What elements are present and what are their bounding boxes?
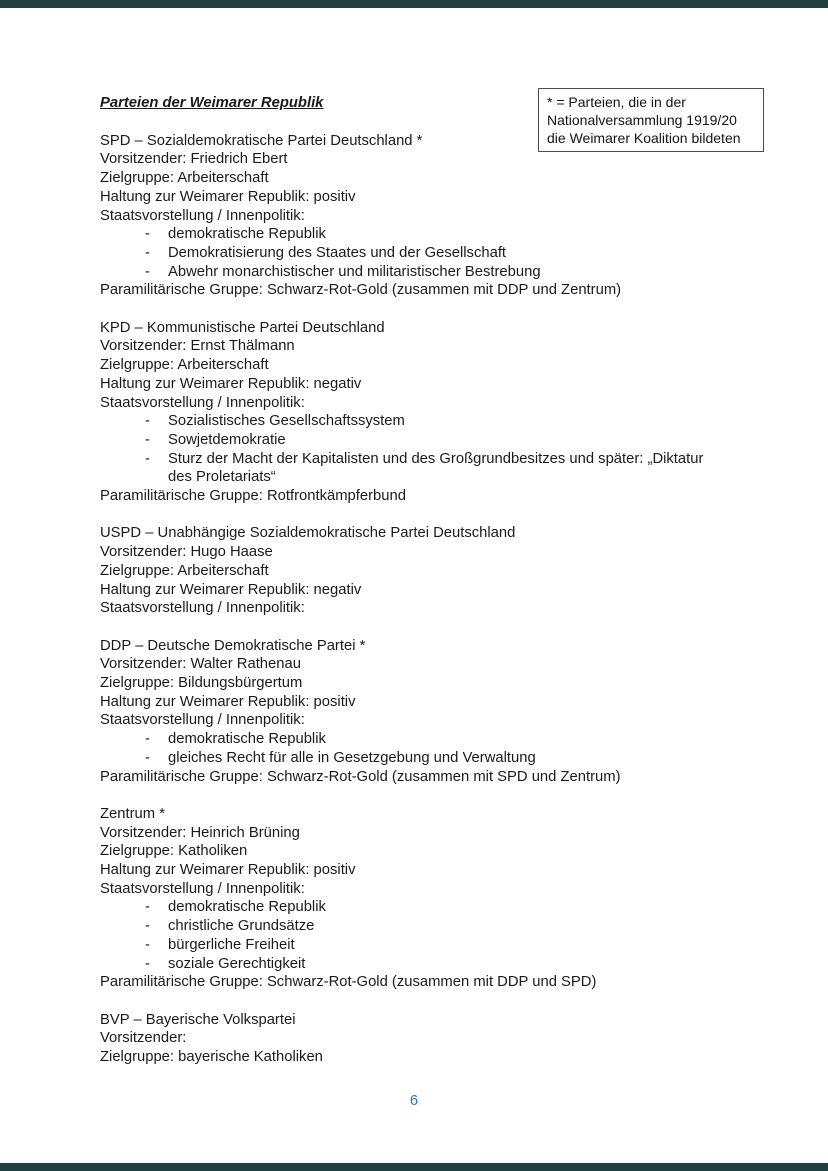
bullet-text: Sowjetdemokratie [168,431,286,448]
party-heading: Zentrum * [100,805,165,822]
bullet-list [100,225,762,281]
party-detail-line: Zielgruppe: Arbeiterschaft [100,170,269,187]
bullet-item [145,431,762,450]
party-section [100,132,762,300]
party-detail-line: Vorsitzender: Friedrich Ebert [100,151,288,168]
bullet-text: Abwehr monarchistischer und militaristischer Bestrebung [168,263,541,280]
party-heading: USPD – Unabhängige Sozialdemokratische Partei Deutschland [100,525,516,542]
party-section [100,805,762,992]
bullet-marker: - [145,955,150,972]
bullet-item [145,730,762,749]
bullet-marker: - [145,918,150,935]
bullet-item [145,917,762,936]
party-detail-line: Zielgruppe: Arbeiterschaft [100,562,269,579]
bullet-text: demokratische Republik [168,226,326,243]
party-footer-line: Paramilitärische Gruppe: Schwarz-Rot-Gold (zusammen mit DDP und Zentrum) [100,282,622,299]
bullet-text: Sozialistisches Gesellschaftssystem [168,413,405,430]
page-number: 6 [409,1093,419,1109]
bullet-item [145,955,762,974]
party-footer-line: Paramilitärische Gruppe: Schwarz-Rot-Gold (zusammen mit DDP und SPD) [100,974,597,991]
bullet-list [100,412,762,487]
bullet-marker: - [145,413,150,430]
party-detail-line: Zielgruppe: Katholiken [100,843,248,860]
party-detail-line: Staatsvorstellung / Innenpolitik: [100,394,305,411]
bullet-marker: - [145,936,150,953]
legend-note-line: * = Parteien, die in der [547,94,686,110]
bullet-item [145,936,762,955]
bullet-text: bürgerliche Freiheit [168,936,295,953]
party-detail-line: Staatsvorstellung / Innenpolitik: [100,712,305,729]
bullet-text: Sturz der Macht der Kapitalisten und des Großgrundbesitzes und später: „Diktatur des Proletariats“ [168,450,704,486]
party-detail-line: Staatsvorstellung / Innenpolitik: [100,207,305,224]
bullet-item [145,412,762,431]
bullet-item [145,749,762,768]
party-detail-line: Vorsitzender: Walter Rathenau [100,656,301,673]
bullet-text: gleiches Recht für alle in Gesetzgebung und Verwaltung [168,749,536,766]
party-detail-line: Haltung zur Weimarer Republik: positiv [100,693,356,710]
bullet-item [145,450,762,487]
party-detail-line: Staatsvorstellung / Innenpolitik: [100,600,305,617]
party-heading: KPD – Kommunistische Partei Deutschland [100,319,385,336]
party-detail-line: Zielgruppe: bayerische Katholiken [100,1049,323,1066]
bullet-marker: - [145,431,150,448]
document-body [100,94,762,1085]
page-top-border [0,0,828,8]
bullet-text: Demokratisierung des Staates und der Gesellschaft [168,244,507,261]
party-heading: DDP – Deutsche Demokratische Partei * [100,637,366,654]
bullet-marker: - [145,226,150,243]
party-heading: SPD – Sozialdemokratische Partei Deutschland * [100,132,423,149]
party-detail-line: Vorsitzender: Heinrich Brüning [100,824,300,841]
bullet-text: demokratische Republik [168,731,326,748]
party-detail-line: Haltung zur Weimarer Republik: negativ [100,581,362,598]
party-section [100,524,762,618]
party-section [100,319,762,506]
bullet-marker: - [145,450,150,467]
bullet-marker: - [145,899,150,916]
party-detail-line: Staatsvorstellung / Innenpolitik: [100,880,305,897]
bullet-item [145,225,762,244]
bullet-text: demokratische Republik [168,899,326,916]
bullet-item [145,263,762,282]
party-detail-line: Zielgruppe: Arbeiterschaft [100,357,269,374]
bullet-marker: - [145,749,150,766]
party-detail-line: Vorsitzender: Ernst Thälmann [100,338,295,355]
bullet-text: soziale Gerechtigkeit [168,955,306,972]
party-detail-line: Vorsitzender: [100,1030,187,1047]
party-detail-line: Haltung zur Weimarer Republik: positiv [100,862,356,879]
party-footer-line: Paramilitärische Gruppe: Schwarz-Rot-Gold (zusammen mit SPD und Zentrum) [100,768,621,785]
party-detail-line: Haltung zur Weimarer Republik: positiv [100,188,356,205]
party-footer-line: Paramilitärische Gruppe: Rotfrontkämpferbund [100,488,406,505]
party-section [100,1011,762,1067]
bullet-list [100,898,762,973]
page-bottom-border [0,1163,828,1171]
legend-note-line: die Weimarer Koalition bildeten [547,130,741,146]
bullet-marker: - [145,244,150,261]
bullet-marker: - [145,263,150,280]
bullet-item [145,244,762,263]
legend-note-line: Nationalversammlung 1919/20 [547,112,737,128]
bullet-item [145,898,762,917]
party-detail-line: Haltung zur Weimarer Republik: negativ [100,375,362,392]
sections-container [100,132,762,1067]
document-title: Parteien der Weimarer Republik [100,95,324,111]
party-detail-line: Zielgruppe: Bildungsbürgertum [100,675,303,692]
bullet-text: christliche Grundsätze [168,918,315,935]
party-section [100,637,762,787]
bullet-list [100,730,762,767]
bullet-marker: - [145,731,150,748]
party-heading: BVP – Bayerische Volkspartei [100,1011,296,1028]
party-detail-line: Vorsitzender: Hugo Haase [100,544,273,561]
